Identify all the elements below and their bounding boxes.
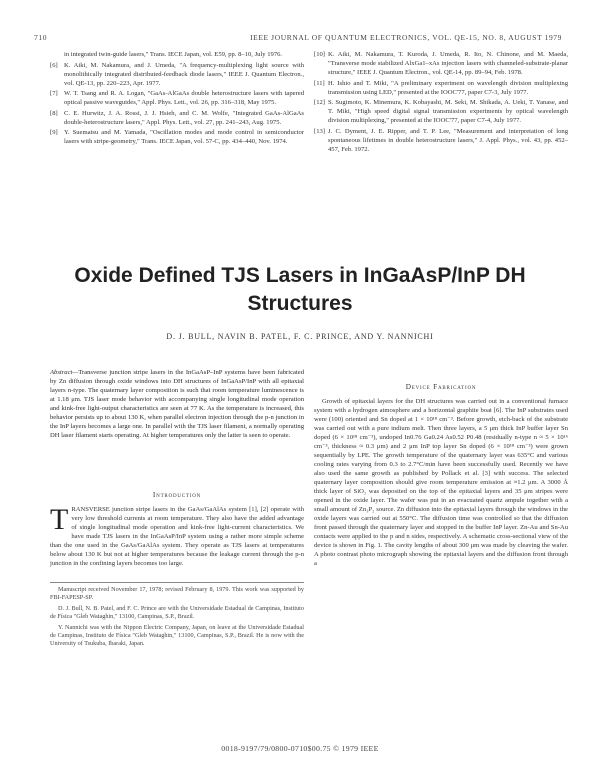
reference-item: [11] H. Ishio and T. Miki, "A preliminary experiment on wavelength division multiplexing transmission using LED," presented at the IOOC'77, paper C7-3, July 1977. (314, 79, 568, 96)
abstract-text: Transverse junction stripe lasers in the InGaAsP–InP systems have been fabricated by Zn diffusion through oxide windows into DH structures of InGaAsP/InP with all epitaxial layers n-type. The quaternary layer composition is such that room temperature luminescence is at 1.18 μm. TJS laser mode behavior with accompanying single longitudinal mode operation and kink-free light-output characteristics are seen at 77 K. As the temperature is increased, this behavior persists up to about 130 K, when parallel electron injection through the p-n junction in the InP layers becomes a large one. In parallel with the TJS laser filament, a normally operating DH laser filament starts operating. At higher temperatures only the latter is seen to operate. (50, 369, 304, 439)
footnote-affiliation-2: Y. Nannichi was with the Nippon Electric Company, Japan, on leave at the Universidade Estadual de Campinas, Instituto de Física "Gleb Wataghin," 13100, Campinas, S.P., Brazil. He is now with the University of Tsukuba, Ibaraki, Japan. (50, 623, 304, 648)
author-list: D. J. BULL, NAVIN B. PATEL, F. C. PRINCE, AND Y. NANNICHI (166, 332, 434, 341)
references-right (314, 50, 568, 155)
footnote (50, 582, 304, 651)
footnote-affiliation: D. J. Bull, N. B. Patel, and F. C. Prince are with the Universidade Estadual de Campinas, Instituto de Física "Gleb Wataghin," 13100, Campinas, S.P., Brazil. (50, 604, 304, 621)
device-fabrication-text: Growth of epitaxial layers for the DH structures was carried out in a conventional furnace system with a hydrogen atmosphere and a horizontal graphite boat [6]. The InP substrates used were (100) oriented and Sn doped at 1 × 10¹⁸ cm⁻³. Before growth, etch-back of the substrate was carried out with a pure indium melt. Then three layers, a 5 μm thick InP buffer layer Sn doped (6 × 10¹⁸ cm⁻³), undoped In0.76 Ga0.24 As0.52 P0.48 (residually n-type n ≈ 5 × 10¹⁶ cm⁻³, thickness ≈ 0.3 μm) and 2 μm InP top layer Sn doped (6 × 10¹⁸ cm⁻³) were grown sequentially by LPE. The growth temperature of the quaternary layer was 635°C and various cooling rates varying from 0.3 to 2.7°C/min have been successfully used. Recently we have also used the same growth as published by Pollack et al. [3] with success. The selected quaternary layer composition should give room temperature emission at ≈1.2 μm. A 3000 Å thick layer of SiO₂ was deposited on the top of the epitaxial layers and 35 μm stripes were opened in the oxide layer. The wafer was put in an evacuated quartz ampule together with a small amount of Zn₃P₂ source. Zn diffusion into the epitaxial layers through the windows in the oxide layers was carried out at 550°C. The diffusion time was controlled so that the diffusion front passed through the quaternary layer and stopped in the buffer InP layer. Zn-Au and Sn-Au contacts were applied to the p and n sides, respectively. A schematic cross-sectional view of the device is shown in Fig. 1. The cavity lengths of about 300 μm was made by cleaving the wafer. A photo contrast photo micrograph showing the epitaxial layers and the diffusion front through a (314, 398, 568, 567)
reference-item: [9] Y. Suematsu and M. Yamada, "Oscillation modes and mode control in semiconductor lasers with stripe-geometry," Trans. IECE Japan, vol. 57-C, pp. 434–440, Nov. 1974. (50, 129, 304, 145)
page-number: 710 (34, 33, 48, 42)
reference-item: [10] K. Aiki, M. Nakamura, T. Kuroda, J. Umeda, R. Ito, N. Chinone, and M. Maeda, "Transverse mode stabilized AlxGa1–xAs injection lasers with channeled-substrate-planar structure," IEEE J. Quantum Electron., vol. QE-14, pp. 89–94, Feb. 1978. (314, 51, 568, 76)
introduction-text: RANSVERSE junction stripe lasers in the GaAs/GaAlAs system [1], [2] operate with very low threshold currents at room temperature. They also have the added advantage of single longitudinal mode operation and kink-free light-current characteristics. We have made TJS lasers in the InGaAsP/InP system using a rather more simple scheme than the one used in the GaAs/GaAlAs system. They operate as TJS lasers at temperatures below about 130 K but not at higher temperatures because the leakage current through the p-n junction in the confining layers becomes too large. (50, 506, 304, 567)
reference-item: [13] J. C. Dyment, J. E. Ripper, and T. P. Lee, "Measurement and interpretation of long spontaneous lifetimes in double heterostructure lasers," J. Appl. Phys., vol. 43, pp. 452–457, Feb. 1972. (314, 127, 568, 153)
introduction-heading: Introduction (152, 490, 202, 499)
reference-item: [6] K. Aiki, M. Nakamura, and J. Umeda, "A frequency-multiplexing light source with monolithically integrated distributed-feedback diode lasers," IEEE J. Quantum Electron., vol. QE-13, pp. 220–223, Apr. 1977. (50, 61, 304, 87)
journal-name: IEEE JOURNAL OF QUANTUM ELECTRONICS, VOL. QE-15, NO. 8, AUGUST 1979 (250, 33, 562, 42)
copyright-footer: 0018-9197/79/0800-0710$00.75 © 1979 IEEE (221, 744, 379, 753)
paper-title: Oxide Defined TJS Lasers in InGaAsP/InP DH Structures (74, 264, 526, 315)
reference-item: [12] S. Sugimoto, K. Minemura, K. Kobayashi, M. Seki, M. Shikada, A. Ueki, T. Yanase, and T. Miki, "High speed digital signal transmission experiments by optical wavelength division multiplexing," presented at the IOOC'77, paper C7-4, July 1977. (314, 99, 568, 124)
reference-item: in integrated twin-guide lasers," Trans. IECE Japan, vol. E59, pp. 8–10, July 1976. (64, 51, 283, 58)
reference-item: [7] W. T. Tsang and R. A. Logan, "GaAs-AlGaAs double heterostructure lasers with tapered optical passive waveguides," Appl. Phys. Lett., vol. 26, pp. 316–318, May 1975. (50, 90, 304, 106)
abstract-label: Abstract— (50, 369, 79, 376)
reference-item: [8] C. E. Hurwitz, J. A. Rossi, J. J. Hsieh, and C. M. Wolfe, "Integrated GaAs-AlGaAs double-heterostructure lasers," Appl. Phys. Lett., vol. 27, pp. 241–243, Aug. 1975. (50, 109, 304, 126)
drop-cap: T (50, 503, 69, 536)
title-block (50, 262, 550, 341)
running-head (34, 33, 562, 42)
introduction-section (50, 480, 304, 568)
footnote-manuscript: Manuscript received November 17, 1978; revised February 8, 1979. This work was supported by FBI-FAPESP-SP. (50, 586, 304, 602)
abstract (50, 368, 304, 440)
references-left (50, 50, 304, 148)
device-fabrication-heading: Device Fabrication (405, 382, 477, 391)
device-fabrication-section (314, 372, 568, 568)
